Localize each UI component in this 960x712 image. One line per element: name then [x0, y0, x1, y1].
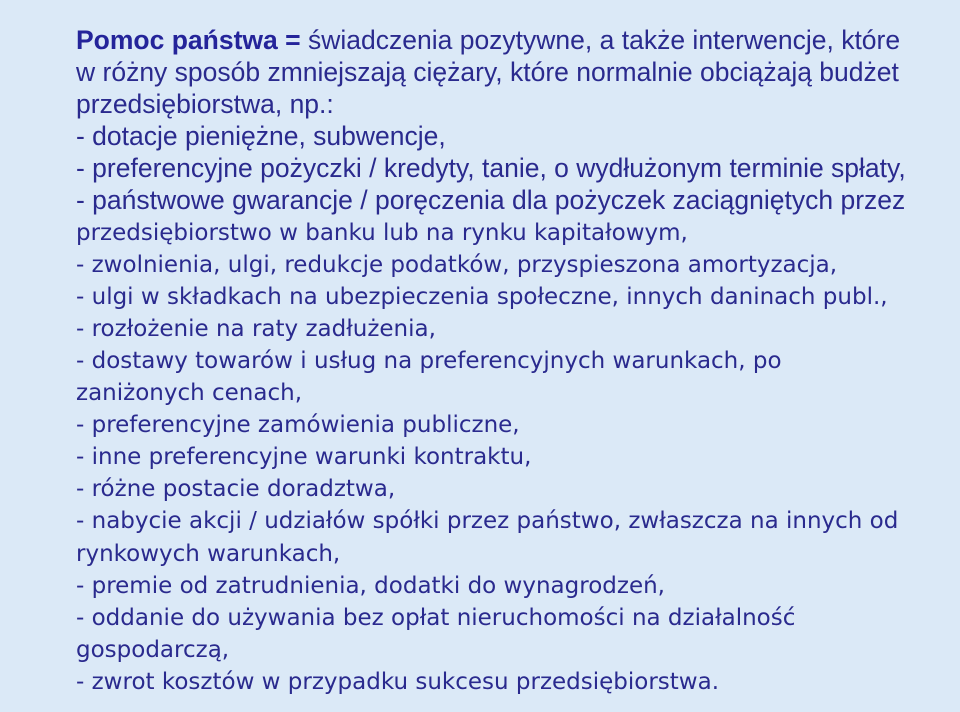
list-item-line: - inne preferencyjne warunki kontraktu, [76, 444, 532, 471]
list-item-line: zaniżonych cenach, [76, 380, 303, 407]
list-item-line: - różne postacie doradztwa, [76, 476, 396, 503]
list-item-line: - zwrot kosztów w przypadku sukcesu przedsiębiorstwa. [76, 668, 720, 695]
definition-line-3: przedsiębiorstwa, np.: [76, 89, 334, 120]
list-item-line: - zwolnienia, ulgi, redukcje podatków, przyspieszona amortyzacja, [76, 251, 838, 278]
list-item-line: - preferencyjne pożyczki / kredyty, tanie, o wydłużonym terminie spłaty, [76, 153, 906, 184]
list-item-line: - preferencyjne zamówienia publiczne, [76, 412, 520, 439]
definition-line-1 [76, 24, 946, 56]
list-item-line: - nabycie akcji / udziałów spółki przez państwo, zwłaszcza na innych od [76, 508, 899, 535]
definition-text: świadczenia pozytywne, a także interwencje, które [307, 25, 901, 55]
list-item-line: gospodarczą, [76, 636, 230, 663]
list-item-line: - rozłożenie na raty zadłużenia, [76, 315, 436, 342]
list-item-line: - ulgi w składkach na ubezpieczenia społeczne, innych daninach publ., [76, 283, 888, 310]
list-item-line: przedsiębiorstwo w banku lub na rynku kapitałowym, [76, 219, 688, 246]
list-item-line: - dostawy towarów i usług na preferencyjnych warunkach, po [76, 347, 782, 374]
list-item-line: rynkowych warunkach, [76, 540, 341, 567]
list-item-line: - państwowe gwarancje / poręczenia dla pożyczek zaciągniętych przez [76, 185, 906, 216]
list-item-line: - oddanie do używania bez opłat nieruchomości na działalność [76, 604, 796, 631]
slide-text-block [76, 24, 946, 698]
definition-line-2: w różny sposób zmniejszają ciężary, które normalnie obciążają budżet [76, 57, 899, 88]
list-item-line: - dotacje pieniężne, subwencje, [76, 121, 446, 152]
term-heading: Pomoc państwa = [76, 25, 301, 55]
list-item-line: - premie od zatrudnienia, dodatki do wynagrodzeń, [76, 572, 665, 599]
